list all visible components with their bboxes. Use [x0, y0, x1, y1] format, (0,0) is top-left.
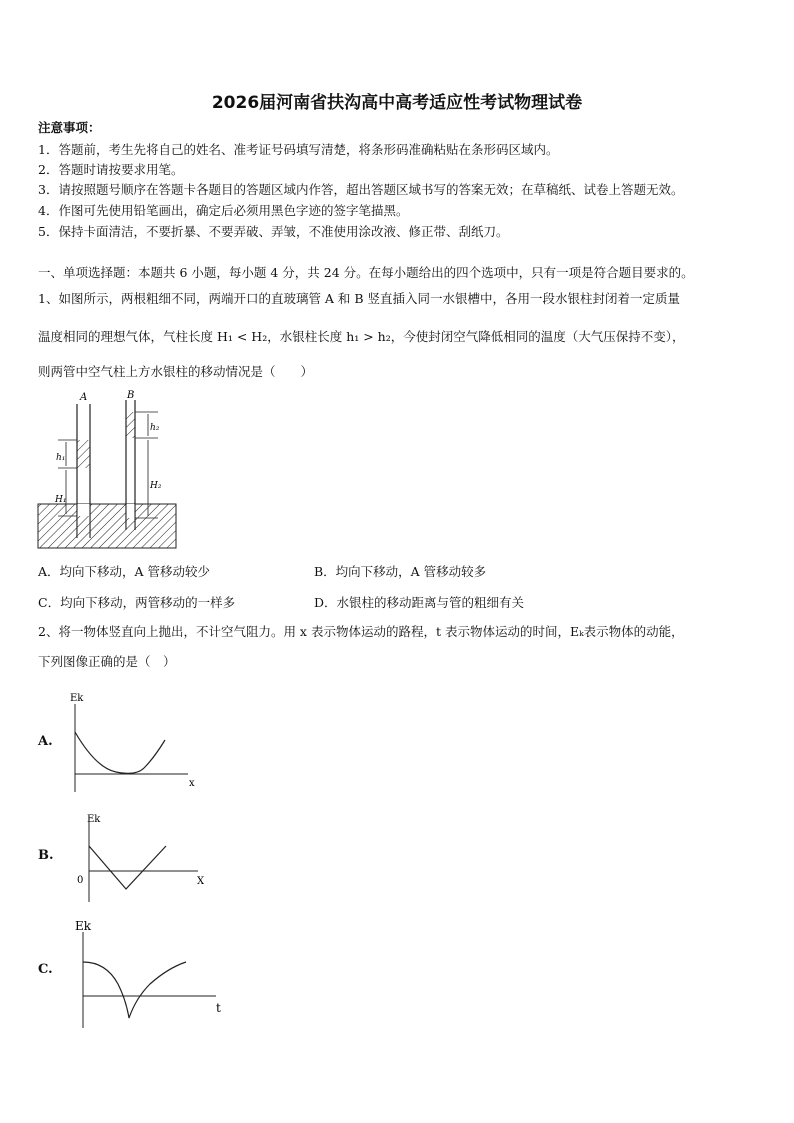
graph-b-line [89, 846, 166, 889]
q2-graph-c-label[interactable]: C. [38, 962, 53, 977]
q1-option-a[interactable]: A．均向下移动，A 管移动较少 [38, 564, 211, 579]
tube-b-mercury-column [126, 412, 135, 438]
q2-line-2: 下列图像正确的是（ ） [38, 654, 176, 669]
tube-a-mercury-column [77, 440, 90, 468]
graph-a-x-axis-label: x [189, 778, 195, 789]
notice-item-2: 2．答题时请按要求用笔。 [38, 162, 184, 177]
notice-heading: 注意事项： [38, 120, 101, 135]
q1-line-1: 1、如图所示，两根粗细不同，两端开口的直玻璃管 A 和 B 竖直插入同一水银槽中，各用一段水银柱封闭着一定质量 [38, 291, 681, 306]
q2-graph-b-label[interactable]: B. [38, 848, 54, 863]
graph-b-x-axis-label: X [197, 876, 205, 887]
notice-item-1: 1．答题前，考生先将自己的姓名、准考证号码填写清楚，将条形码准确粘贴在条形码区域内。 [38, 142, 559, 157]
graph-c-curve [83, 962, 186, 1018]
graph-c-y-axis-label: Ek [75, 919, 92, 933]
tube-a-label: A [80, 392, 88, 403]
notice-item-5: 5．保持卡面清洁，不要折暴、不要弄破、弄皱，不准使用涂改液、修正带、刮纸刀。 [38, 224, 509, 239]
tube-b-label: B [127, 390, 135, 401]
H2-label: H₂ [150, 481, 162, 491]
h2-label: h₂ [150, 423, 160, 433]
graph-b-origin-label: 0 [77, 875, 84, 886]
q2-graph-a-label[interactable]: A. [38, 734, 53, 749]
exam-title: 2026届河南省扶沟高中高考适应性考试物理试卷 [211, 93, 583, 113]
notice-item-4: 4．作图可先使用铅笔画出，确定后必须用黑色字迹的签字笔描黑。 [38, 203, 409, 218]
q2-line-1: 2、将一物体竖直向上抛出，不计空气阻力。用 x 表示物体运动的路程，t 表示物体运动的时间，Eₖ表示物体的动能， [38, 624, 684, 639]
q1-line-2: 温度相同的理想气体，气柱长度 H₁ < H₂，水银柱长度 h₁ > h₂，今使封闭空气降低相同的温度（大气压保持不变）， [38, 329, 685, 344]
graph-c-x-axis-label: t [216, 1001, 221, 1015]
h1-label: h₁ [56, 453, 66, 463]
q1-tube-figure [36, 390, 181, 552]
graph-a-curve [75, 732, 165, 773]
q1-option-c[interactable]: C．均向下移动，两管移动的一样多 [38, 595, 236, 610]
section1-heading: 一、单项选择题：本题共 6 小题，每小题 4 分，共 24 分。在每小题给出的四个选项中，只有一项是符合题目要求的。 [38, 265, 694, 280]
q1-option-d[interactable]: D．水银柱的移动距离与管的粗细有关 [314, 595, 525, 610]
q1-option-b[interactable]: B．均向下移动，A 管移动较多 [314, 564, 487, 579]
notice-item-3: 3．请按照题号顺序在答题卡各题目的答题区域内作答，超出答题区域书写的答案无效；在草稿纸、试卷上答题无效。 [38, 182, 684, 197]
q2-graph-b [74, 810, 214, 906]
q2-graph-a [66, 688, 202, 798]
H1-label: H₁ [55, 495, 67, 505]
mercury-trough [38, 504, 176, 548]
q2-graph-c [70, 914, 230, 1030]
graph-b-y-axis-label: Ek [87, 814, 101, 825]
q1-line-3: 则两管中空气柱上方水银柱的移动情况是（ ） [38, 364, 314, 379]
graph-a-y-axis-label: Ek [70, 693, 84, 704]
